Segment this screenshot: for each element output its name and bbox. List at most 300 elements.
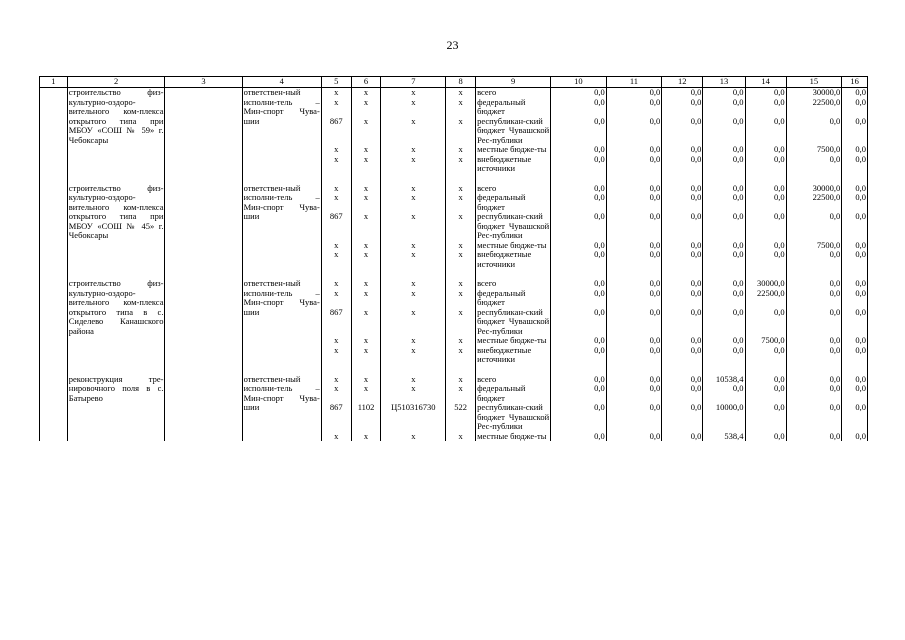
empty-cell	[165, 279, 242, 365]
amount-cell: 0,0	[551, 184, 607, 194]
amount-cell: 0,0	[786, 336, 842, 346]
amount-cell: 0,0	[786, 403, 842, 432]
row-number-cell	[40, 346, 68, 365]
amount-cell: 0,0	[662, 98, 703, 117]
code-expense: x	[446, 289, 476, 308]
column-header: 16	[842, 77, 868, 88]
funding-source: республикан-ский бюджет Чувашской Рес-публики	[477, 211, 550, 240]
row-number-cell	[40, 117, 68, 146]
amount-cell: 0,0	[551, 403, 607, 432]
amount-cell: 0,0	[842, 308, 868, 337]
empty-cell	[662, 365, 703, 375]
funding-source: федеральный бюджет	[476, 193, 551, 212]
column-header: 12	[662, 77, 703, 88]
amount-cell: 0,0	[551, 212, 607, 241]
code-grbs: 867	[321, 117, 351, 146]
funding-source: всего	[476, 88, 551, 98]
amount-cell: 0,0	[745, 145, 786, 155]
code-grbs: x	[321, 279, 351, 289]
code-grbs: x	[321, 336, 351, 346]
amount-cell: 0,0	[662, 289, 703, 308]
row-number-cell	[40, 308, 68, 337]
column-header: 7	[381, 77, 446, 88]
amount-cell: 22500,0	[786, 98, 842, 117]
empty-cell	[165, 174, 242, 184]
empty-cell	[381, 365, 446, 375]
empty-cell	[842, 365, 868, 375]
amount-cell: 0,0	[786, 375, 842, 385]
funding-source: республикан-ский бюджет Чувашской Рес-публики	[477, 115, 550, 145]
code-expense: x	[446, 155, 476, 174]
column-header: 14	[745, 77, 786, 88]
empty-cell	[351, 365, 381, 375]
amount-cell: 0,0	[551, 145, 607, 155]
code-target: x	[381, 117, 446, 146]
amount-cell: 0,0	[551, 88, 607, 98]
amount-cell: 0,0	[662, 117, 703, 146]
amount-cell: 0,0	[606, 279, 662, 289]
code-grbs: x	[321, 88, 351, 98]
amount-cell: 0,0	[551, 279, 607, 289]
code-target: x	[381, 193, 446, 212]
amount-cell: 0,0	[842, 384, 868, 403]
amount-cell: 0,0	[842, 279, 868, 289]
amount-cell: 0,0	[551, 241, 607, 251]
empty-cell	[165, 88, 242, 174]
code-target: x	[381, 250, 446, 269]
amount-cell: 0,0	[703, 193, 745, 212]
code-section: x	[351, 289, 381, 308]
empty-cell	[242, 174, 321, 184]
amount-cell: 0,0	[662, 155, 703, 174]
empty-cell	[446, 174, 476, 184]
funding-source: местные бюдже-ты	[476, 145, 551, 155]
amount-cell: 30000,0	[786, 88, 842, 98]
amount-cell: 30000,0	[786, 184, 842, 194]
amount-cell: 0,0	[745, 346, 786, 365]
empty-cell	[551, 365, 607, 375]
code-section: 1102	[351, 403, 381, 432]
amount-cell: 0,0	[703, 145, 745, 155]
row-number-cell	[40, 432, 68, 442]
empty-cell	[321, 174, 351, 184]
spacer-row	[40, 365, 868, 375]
code-section: x	[351, 384, 381, 403]
amount-cell: 0,0	[606, 346, 662, 365]
amount-cell: 0,0	[786, 289, 842, 308]
amount-cell: 0,0	[703, 308, 745, 337]
empty-cell	[745, 365, 786, 375]
code-target: x	[381, 308, 446, 337]
amount-cell: 0,0	[703, 241, 745, 251]
code-target: x	[381, 241, 446, 251]
code-expense: x	[446, 384, 476, 403]
amount-cell: 0,0	[703, 98, 745, 117]
amount-cell: 0,0	[842, 346, 868, 365]
column-header: 4	[242, 77, 321, 88]
code-section: x	[351, 250, 381, 269]
amount-cell: 0,0	[745, 98, 786, 117]
row-number-cell	[40, 155, 68, 174]
amount-cell: 0,0	[551, 155, 607, 174]
empty-cell	[606, 365, 662, 375]
empty-cell	[842, 174, 868, 184]
code-section: x	[351, 155, 381, 174]
amount-cell: 0,0	[662, 432, 703, 442]
amount-cell: 0,0	[606, 88, 662, 98]
amount-cell: 7500,0	[786, 241, 842, 251]
amount-cell: 0,0	[842, 212, 868, 241]
code-target: x	[381, 155, 446, 174]
code-grbs: x	[321, 241, 351, 251]
amount-cell: 0,0	[551, 117, 607, 146]
column-header: 11	[606, 77, 662, 88]
code-grbs: x	[321, 289, 351, 308]
amount-cell: 0,0	[606, 384, 662, 403]
empty-cell	[551, 174, 607, 184]
code-target: Ц510316730	[381, 403, 446, 432]
amount-cell: 0,0	[662, 403, 703, 432]
page-number: 23	[446, 38, 459, 52]
amount-cell: 0,0	[786, 155, 842, 174]
amount-cell: 0,0	[662, 184, 703, 194]
empty-cell	[381, 174, 446, 184]
funding-source: местные бюдже-ты	[476, 432, 551, 442]
amount-cell: 0,0	[786, 279, 842, 289]
amount-cell: 0,0	[606, 98, 662, 117]
row-number-cell	[40, 336, 68, 346]
row-number-cell	[40, 212, 68, 241]
amount-cell: 0,0	[662, 212, 703, 241]
code-section: x	[351, 184, 381, 194]
code-expense: x	[446, 375, 476, 385]
amount-cell: 10000,0	[703, 403, 745, 432]
empty-cell	[242, 365, 321, 375]
amount-cell: 0,0	[842, 403, 868, 432]
code-grbs: x	[321, 346, 351, 365]
amount-cell: 0,0	[786, 117, 842, 146]
code-section: x	[351, 308, 381, 337]
amount-cell: 0,0	[745, 241, 786, 251]
code-section: x	[351, 336, 381, 346]
amount-cell: 0,0	[786, 212, 842, 241]
amount-cell: 538,4	[703, 432, 745, 442]
empty-cell	[446, 365, 476, 375]
amount-cell: 30000,0	[745, 279, 786, 289]
row-number-cell	[40, 250, 68, 269]
amount-cell: 0,0	[786, 432, 842, 442]
code-expense: x	[446, 279, 476, 289]
table-body	[40, 88, 868, 442]
empty-cell	[606, 174, 662, 184]
code-section: x	[351, 98, 381, 117]
amount-cell: 7500,0	[745, 336, 786, 346]
code-target: x	[381, 145, 446, 155]
column-header: 13	[703, 77, 745, 88]
executor-cell: ответствен-ный исполни-тель – Мин-спорт Чува-шии	[242, 279, 321, 365]
funding-source: всего	[476, 184, 551, 194]
amount-cell: 0,0	[786, 308, 842, 337]
amount-cell: 0,0	[606, 289, 662, 308]
row-number-cell	[40, 403, 68, 432]
empty-cell	[703, 174, 745, 184]
amount-cell: 0,0	[551, 432, 607, 442]
code-expense: x	[446, 145, 476, 155]
amount-cell: 0,0	[606, 241, 662, 251]
amount-cell: 0,0	[842, 250, 868, 269]
empty-cell	[165, 184, 242, 270]
amount-cell: 0,0	[842, 241, 868, 251]
amount-cell: 0,0	[842, 98, 868, 117]
amount-cell: 0,0	[551, 346, 607, 365]
amount-cell: 0,0	[606, 193, 662, 212]
funding-source: местные бюдже-ты	[476, 336, 551, 346]
amount-cell: 0,0	[745, 432, 786, 442]
code-section: x	[351, 241, 381, 251]
code-section: x	[351, 193, 381, 212]
amount-cell: 0,0	[662, 279, 703, 289]
row-number-cell	[40, 279, 68, 289]
code-section: x	[351, 145, 381, 155]
code-section: x	[351, 88, 381, 98]
code-grbs: x	[321, 384, 351, 403]
code-target: x	[381, 98, 446, 117]
row-number-cell	[40, 289, 68, 308]
code-section: x	[351, 117, 381, 146]
amount-cell: 0,0	[606, 375, 662, 385]
code-target: x	[381, 184, 446, 194]
amount-cell: 0,0	[606, 403, 662, 432]
amount-cell: 10538,4	[703, 375, 745, 385]
code-expense: x	[446, 184, 476, 194]
amount-cell: 0,0	[551, 193, 607, 212]
column-header: 8	[446, 77, 476, 88]
amount-cell: 0,0	[842, 193, 868, 212]
code-expense: x	[446, 432, 476, 442]
amount-cell: 0,0	[606, 184, 662, 194]
spacer-row	[40, 174, 868, 184]
amount-cell: 0,0	[662, 346, 703, 365]
empty-cell	[476, 174, 551, 184]
amount-cell: 0,0	[745, 193, 786, 212]
amount-cell: 0,0	[745, 384, 786, 403]
row-number-cell	[40, 375, 68, 385]
amount-cell: 22500,0	[786, 193, 842, 212]
code-expense: x	[446, 117, 476, 146]
funding-source: местные бюдже-ты	[476, 241, 551, 251]
amount-cell: 0,0	[842, 117, 868, 146]
funding-source: внебюджетные источники	[476, 155, 551, 174]
amount-cell: 0,0	[745, 212, 786, 241]
row-number-cell	[40, 98, 68, 117]
column-header: 9	[476, 77, 551, 88]
amount-cell: 0,0	[606, 432, 662, 442]
amount-cell: 0,0	[662, 336, 703, 346]
executor-cell: ответствен-ный исполни-тель – Мин-спорт Чува-шии	[242, 184, 321, 270]
event-name: строительство физ-культурно-оздоро-вительного ком-плекса открытого типа при МБОУ «СОШ № 45» г. Чебоксары	[67, 184, 165, 270]
amount-cell: 22500,0	[745, 289, 786, 308]
column-header: 6	[351, 77, 381, 88]
empty-cell	[40, 365, 68, 375]
amount-cell: 0,0	[662, 250, 703, 269]
code-expense: x	[446, 193, 476, 212]
code-grbs: x	[321, 375, 351, 385]
amount-cell: 0,0	[662, 193, 703, 212]
funding-source: федеральный бюджет	[476, 98, 551, 117]
row-number-cell	[40, 241, 68, 251]
amount-cell: 0,0	[662, 384, 703, 403]
funding-source: федеральный бюджет	[476, 384, 551, 403]
empty-cell	[165, 375, 242, 442]
code-grbs: x	[321, 98, 351, 117]
column-header: 3	[165, 77, 242, 88]
empty-cell	[40, 174, 68, 184]
amount-cell: 0,0	[703, 279, 745, 289]
amount-cell: 0,0	[606, 145, 662, 155]
amount-cell: 0,0	[745, 250, 786, 269]
amount-cell: 0,0	[551, 250, 607, 269]
empty-cell	[745, 174, 786, 184]
amount-cell: 0,0	[745, 184, 786, 194]
amount-cell: 0,0	[606, 117, 662, 146]
empty-cell	[165, 269, 242, 279]
empty-cell	[351, 174, 381, 184]
amount-cell: 0,0	[703, 117, 745, 146]
amount-cell: 0,0	[703, 384, 745, 403]
amount-cell: 0,0	[703, 212, 745, 241]
code-section: x	[351, 212, 381, 241]
budget-table	[39, 76, 868, 441]
amount-cell: 0,0	[551, 336, 607, 346]
funding-source: республикан-ский бюджет Чувашской Рес-публики	[477, 402, 550, 431]
row-number-cell	[40, 184, 68, 194]
code-expense: x	[446, 346, 476, 365]
code-grbs: x	[321, 250, 351, 269]
column-header: 1	[40, 77, 68, 88]
code-expense: x	[446, 336, 476, 346]
code-grbs: 867	[321, 212, 351, 241]
event-name: строительство физ-культурно-оздоро-вительного ком-плекса открытого типа при МБОУ «СОШ № 59» г. Чебоксары	[67, 88, 165, 174]
row-number-cell	[40, 145, 68, 155]
amount-cell: 0,0	[786, 250, 842, 269]
funding-source: внебюджетные источники	[476, 346, 551, 365]
column-header: 2	[67, 77, 165, 88]
empty-cell	[786, 174, 842, 184]
code-expense: x	[446, 250, 476, 269]
funding-source: федеральный бюджет	[476, 289, 551, 308]
code-grbs: 867	[321, 403, 351, 432]
amount-cell: 0,0	[745, 308, 786, 337]
row-number-cell	[40, 384, 68, 403]
header-row	[40, 77, 868, 88]
amount-cell: 0,0	[662, 145, 703, 155]
amount-cell: 0,0	[703, 184, 745, 194]
amount-cell: 7500,0	[786, 145, 842, 155]
amount-cell: 0,0	[842, 88, 868, 98]
code-expense: x	[446, 88, 476, 98]
amount-cell: 0,0	[842, 289, 868, 308]
amount-cell: 0,0	[551, 98, 607, 117]
code-grbs: x	[321, 184, 351, 194]
amount-cell: 0,0	[606, 250, 662, 269]
amount-cell: 0,0	[703, 250, 745, 269]
code-grbs: x	[321, 193, 351, 212]
code-expense: 522	[446, 403, 476, 432]
column-header: 10	[551, 77, 607, 88]
amount-cell: 0,0	[842, 155, 868, 174]
code-expense: x	[446, 241, 476, 251]
funding-source: внебюджетные источники	[476, 250, 551, 269]
amount-cell: 0,0	[551, 384, 607, 403]
empty-cell	[67, 365, 165, 375]
amount-cell: 0,0	[745, 403, 786, 432]
code-expense: x	[446, 308, 476, 337]
empty-cell	[321, 365, 351, 375]
empty-cell	[165, 365, 242, 375]
code-expense: x	[446, 98, 476, 117]
executor-cell: ответствен-ный исполни-тель – Мин-спорт Чува-шии	[242, 375, 321, 442]
amount-cell: 0,0	[786, 346, 842, 365]
amount-cell: 0,0	[703, 155, 745, 174]
amount-cell: 0,0	[551, 308, 607, 337]
amount-cell: 0,0	[662, 88, 703, 98]
code-grbs: x	[321, 145, 351, 155]
empty-cell	[476, 365, 551, 375]
amount-cell: 0,0	[703, 346, 745, 365]
empty-cell	[662, 174, 703, 184]
code-target: x	[381, 375, 446, 385]
code-target: x	[381, 88, 446, 98]
amount-cell: 0,0	[703, 336, 745, 346]
code-section: x	[351, 279, 381, 289]
code-section: x	[351, 346, 381, 365]
table-row	[40, 88, 868, 98]
funding-source: республикан-ский бюджет Чувашской Рес-публики	[477, 306, 550, 336]
code-section: x	[351, 432, 381, 442]
code-target: x	[381, 384, 446, 403]
amount-cell: 0,0	[786, 384, 842, 403]
executor-cell: ответствен-ный исполни-тель – Мин-спорт Чува-шии	[242, 88, 321, 174]
code-target: x	[381, 289, 446, 308]
funding-source: всего	[476, 375, 551, 385]
amount-cell: 0,0	[662, 375, 703, 385]
event-name: реконструкция тре-нировочного поля в с. Батырево	[67, 375, 165, 442]
code-target: x	[381, 346, 446, 365]
code-grbs: x	[321, 432, 351, 442]
empty-cell	[703, 365, 745, 375]
amount-cell: 0,0	[662, 241, 703, 251]
code-target: x	[381, 432, 446, 442]
amount-cell: 0,0	[842, 184, 868, 194]
amount-cell: 0,0	[703, 289, 745, 308]
amount-cell: 0,0	[606, 336, 662, 346]
empty-cell	[786, 365, 842, 375]
code-target: x	[381, 212, 446, 241]
amount-cell: 0,0	[606, 212, 662, 241]
empty-cell	[40, 269, 68, 279]
amount-cell: 0,0	[842, 145, 868, 155]
code-section: x	[351, 375, 381, 385]
row-number-cell	[40, 193, 68, 212]
amount-cell: 0,0	[606, 308, 662, 337]
amount-cell: 0,0	[745, 88, 786, 98]
amount-cell: 0,0	[842, 375, 868, 385]
amount-cell: 0,0	[662, 308, 703, 337]
code-grbs: 867	[321, 308, 351, 337]
amount-cell: 0,0	[842, 432, 868, 442]
code-target: x	[381, 336, 446, 346]
amount-cell: 0,0	[606, 155, 662, 174]
